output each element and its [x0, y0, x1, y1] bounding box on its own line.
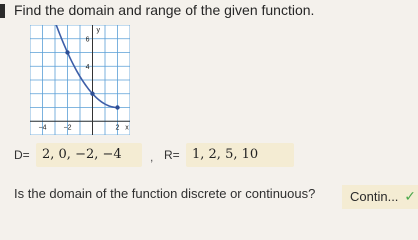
graph-point — [115, 105, 119, 109]
question-marker — [0, 4, 5, 18]
check-icon: ✓ — [404, 188, 416, 204]
x-tick-label: −4 — [38, 124, 47, 132]
graph-svg — [30, 25, 130, 135]
domain-input[interactable] — [36, 143, 142, 167]
answer-row — [0, 141, 418, 169]
x-tick-label: 2 — [115, 124, 120, 132]
question-prompt: Find the domain and range of the given function. — [14, 2, 315, 18]
answer-separator: , — [150, 150, 154, 164]
select-value: Contin... — [350, 189, 399, 204]
range-label: R= — [164, 148, 180, 162]
range-value: 1, 2, 5, 10 — [192, 147, 259, 162]
domain-label: D= — [14, 148, 30, 162]
x-axis-label: x — [125, 124, 129, 132]
domain-value: 2, 0, −2, −4 — [42, 147, 122, 162]
x-tick-label: −2 — [63, 124, 72, 132]
discrete-continuous-select[interactable] — [342, 185, 418, 209]
function-graph — [30, 25, 130, 135]
y-tick-label: 4 — [85, 63, 90, 71]
y-tick-label: 6 — [85, 36, 90, 44]
followup-question: Is the domain of the function discrete or continuous? — [14, 186, 316, 201]
y-axis-label: y — [96, 27, 100, 34]
range-input[interactable] — [186, 143, 294, 167]
graph-point — [65, 50, 69, 54]
graph-point — [90, 92, 94, 96]
